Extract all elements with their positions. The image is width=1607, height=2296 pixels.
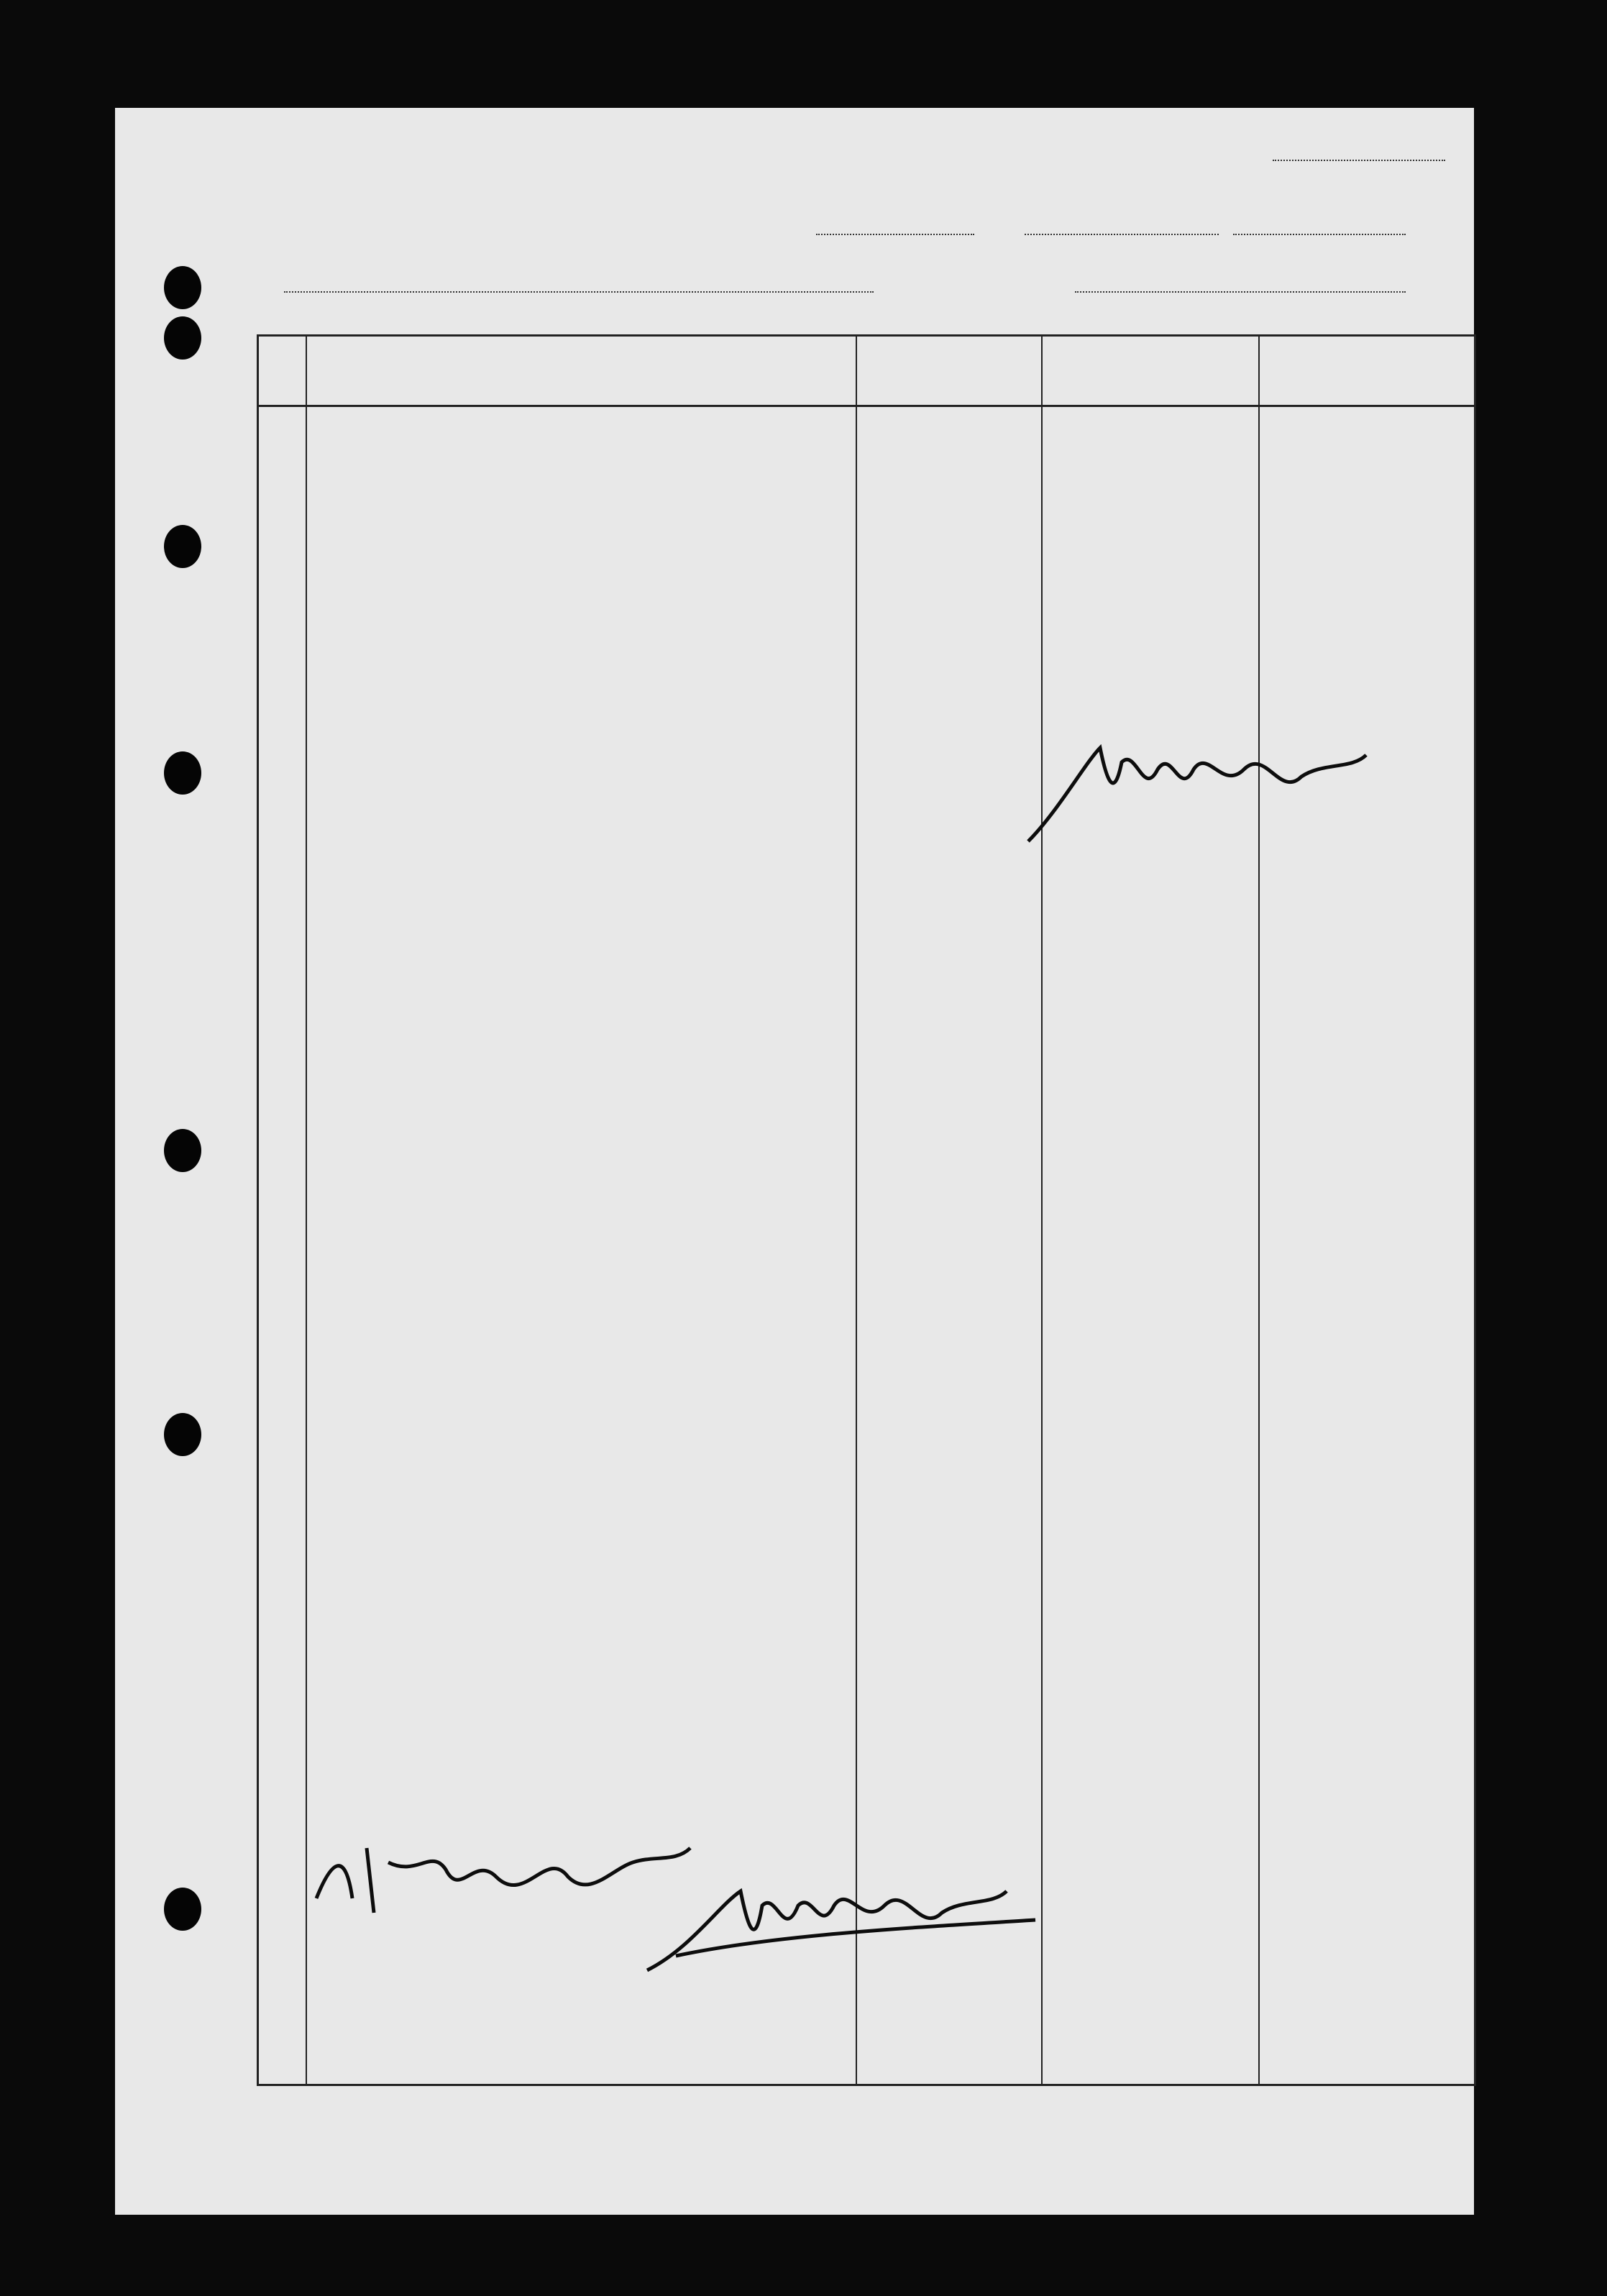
- vessel-underline: [284, 291, 874, 293]
- punch-hole: [164, 1129, 201, 1172]
- class-underline: [816, 234, 974, 235]
- punch-hole: [164, 266, 201, 309]
- punch-hole: [164, 1413, 201, 1456]
- date-underline: [1233, 234, 1406, 235]
- purser-signature-row6: [1021, 733, 1395, 849]
- col-divider: [1041, 337, 1043, 2084]
- arrival-underline: [1075, 291, 1406, 293]
- col-divider: [856, 337, 857, 2084]
- punch-hole: [164, 525, 201, 568]
- officer-signature: [309, 1819, 697, 1934]
- col-divider: [306, 337, 307, 2084]
- punch-hole: [164, 316, 201, 360]
- purser-signature: [633, 1862, 1079, 1992]
- punch-hole: [164, 751, 201, 795]
- punch-hole: [164, 1888, 201, 1931]
- col-divider: [1258, 337, 1260, 2084]
- header-rule: [259, 405, 1474, 407]
- from-underline: [1025, 234, 1219, 235]
- manifest-no-underline: [1273, 160, 1445, 161]
